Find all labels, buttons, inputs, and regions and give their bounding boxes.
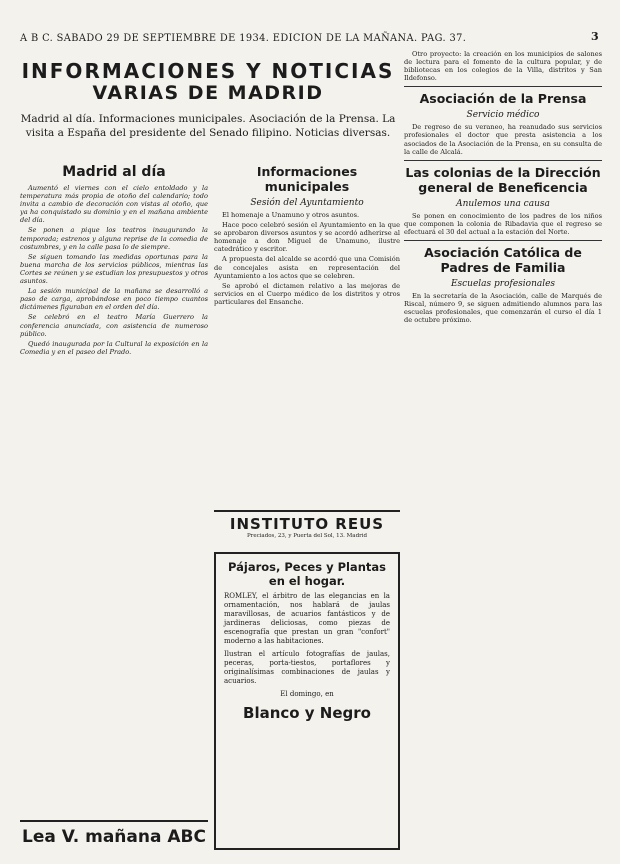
header-line: A B C. SABADO 29 DE SEPTIEMBRE DE 1934. EDICION DE LA MAÑANA. PAG. 37. <box>20 32 467 44</box>
main-title-line2: VARIAS DE MADRID <box>92 82 324 104</box>
catolica-subtitle: Escuelas profesionales <box>450 279 556 290</box>
main-title-line1: INFORMACIONES Y NOTICIAS <box>21 59 395 83</box>
column-right <box>404 50 602 852</box>
ad-body: ROMLEY, el árbitro de las elegancias en la ornamentación, nos hablará de jaulas maravillosas, de acuarios fantásticos y de jardineras deliciosas, como piezas de escenografía que prestan un gran "confort" moderno a las habitaciones. <box>224 592 390 645</box>
paragraph: Se aprobó el dictamen relativo a las mejoras de servicios en el Cuerpo médico de los distritos y otros particulares del Ensanche. <box>214 281 400 306</box>
madrid-al-dia-title: Madrid al día <box>62 164 166 180</box>
ad-prefix: El domingo, en <box>280 690 334 698</box>
colonias-subtitle: Anulemos una causa <box>456 198 550 209</box>
municipal-body <box>214 211 400 306</box>
page-header <box>20 30 605 46</box>
prensa-title: Asociación de la Prensa <box>419 91 587 107</box>
instituto-reus-ad <box>214 510 400 540</box>
paragraph: A propuesta del alcalde se acordó que una Comisión de concejales asista en representación del Ayuntamiento a los actos que se celebren. <box>214 255 400 280</box>
blanco-y-negro-ad <box>214 552 400 850</box>
municipal-title: Informaciones municipales <box>256 164 358 194</box>
paragraph: Quedó inaugurada por la Cultural la exposición en la Comedia y en el paseo del Prado. <box>20 339 208 356</box>
colonias-title: Las colonias de la Dirección general de Beneficencia <box>405 164 601 195</box>
paragraph: De regreso de su veraneo, ha reanudado sus servicios profesionales el doctor que presta asistencia a los asociados de la Asociación de la Prensa, en su consulta de la calle de Alcalá. <box>404 123 602 156</box>
main-subhead: Madrid al día. Informaciones municipales. Asociación de la Prensa. La visita a España del presidente del Senado filipino. Noticias diversas. <box>20 113 396 139</box>
right-intro <box>404 50 602 82</box>
prensa-body <box>404 123 602 155</box>
main-title <box>20 60 396 104</box>
paragraph: Se ponen a pique los teatros inaugurando la temporada; estrenos y alguna reprise de la comedia de costumbres, y en la calle pasa lo de siempre. <box>20 226 208 251</box>
paragraph: Se siguen tomando las medidas oportunas para la buena marcha de los servicios públicos, mientras las Cortes se reúnen y se estudian los presupuestos y otros asuntos. <box>20 252 208 286</box>
madrid-al-dia-body <box>20 184 208 356</box>
municipal-subtitle: Sesión del Ayuntamiento <box>250 198 364 208</box>
ad-brand: Blanco y Negro <box>243 704 371 722</box>
ad-title: Pájaros, Peces y Plantas en el hogar. <box>228 560 386 588</box>
paragraph: El homenaje a Unamuno y otros asuntos. <box>222 211 360 219</box>
paragraph: Se celebró en el teatro María Guerrero la conferencia anunciada, con asistencia de numeroso público. <box>20 313 208 338</box>
page-mark: 3 <box>590 30 599 43</box>
divider <box>404 86 602 87</box>
paragraph: Se ponen en conocimiento de los padres de los niños que componen la colonia de Ribadavia que el regreso se efectuará el 30 del actual a la estación del Norte. <box>404 211 602 236</box>
divider <box>404 240 602 241</box>
paragraph: La sesión municipal de la mañana se desarrolló a paso de carga, aprobándose en poco tiempo cuantos dictámenes figuraban en el orden del día. <box>20 287 208 312</box>
catolica-title: Asociación Católica de Padres de Familia <box>424 245 582 276</box>
ad-body-2: Ilustran el artículo fotografías de jaulas, peceras, porta-tiestos, portaflores y originalísimas combinaciones de jaulas y acuarios. <box>224 650 390 685</box>
main-headline-block <box>20 50 396 160</box>
paragraph: En la secretaría de la Asociación, calle de Marqués de Riscal, número 9, se siguen admitiendo alumnos para las escuelas profesionales, que comenzarán el curso el día 1 de octubre próximo. <box>404 292 602 325</box>
paragraph: Aumentó el viernes con el cielo entoldado y la temperatura más propia de otoño del calendario; todo invita a cambio de decoración con vistas al otoño, que ya ha conquistado su dominio y en el mañana ambiente del día. <box>20 184 208 225</box>
column-madrid-al-dia <box>20 162 208 852</box>
abc-tomorrow-ad: Lea V. mañana ABC <box>20 820 208 852</box>
prensa-subtitle: Servicio médico <box>466 110 540 121</box>
paragraph: Hace poco celebró sesión el Ayuntamiento en la que se aprobaron diversos asuntos y se acordó adherirse al homenaje a don Miguel de Unamuno, ilustre catedrático y escritor. <box>214 221 400 254</box>
catolica-body <box>404 292 602 324</box>
instituto-title: INSTITUTO REUS <box>214 510 400 533</box>
instituto-sub: Preciados, 23, y Puerta del Sol, 13. Madrid <box>246 533 368 539</box>
colonias-body <box>404 212 602 236</box>
paragraph: Otro proyecto: la creación en los municipios de salones de lectura para el fomento de la cultura popular, y de bibliotecas en los colegios de la Villa, distritos y San Ildefonso. <box>404 50 602 83</box>
divider <box>404 160 602 161</box>
